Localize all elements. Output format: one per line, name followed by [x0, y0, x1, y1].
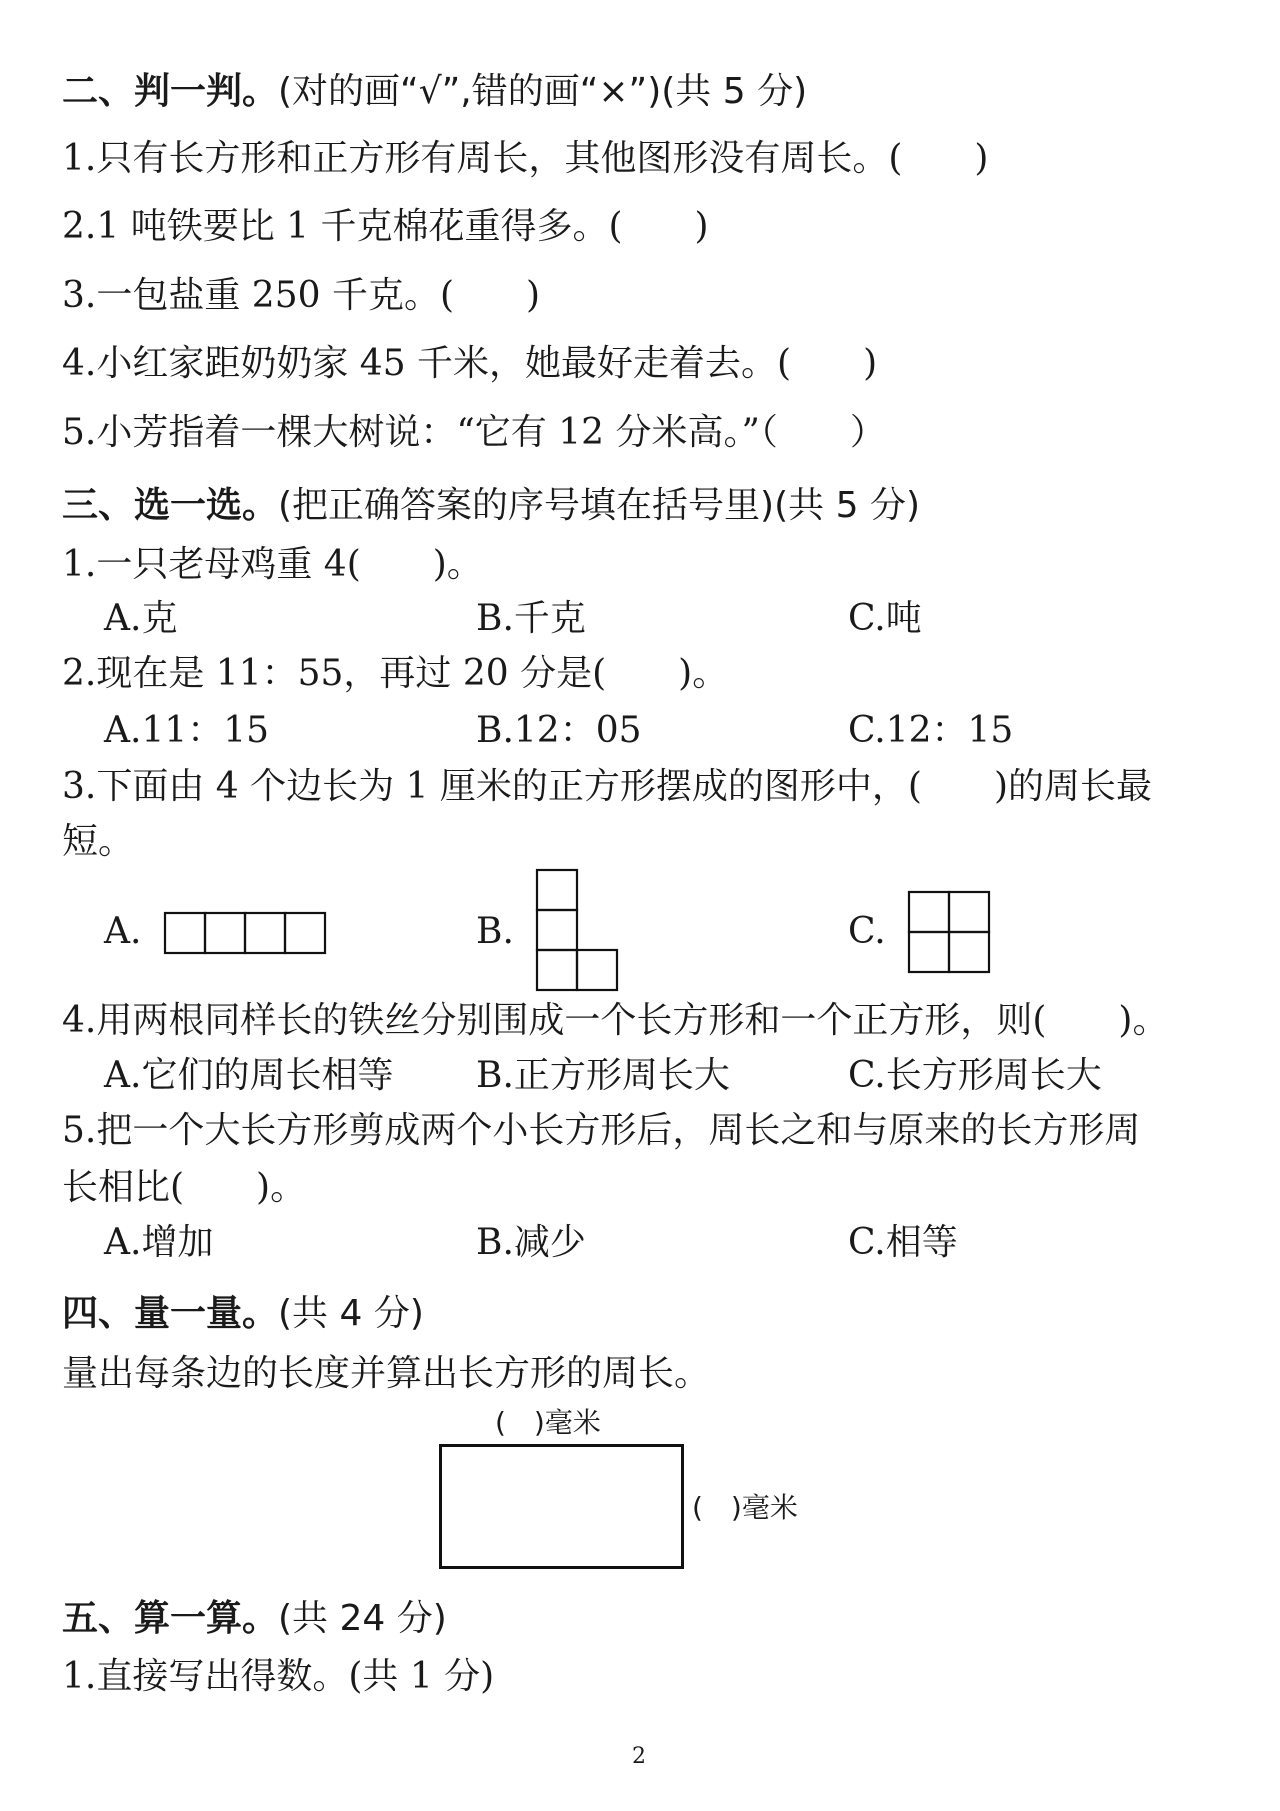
square-c-3: [909, 932, 949, 972]
judge-item-4: 4.小红家距奶奶家 45 千米，她最好走着去。( ): [62, 343, 878, 384]
figure-l-shape: [536, 869, 618, 991]
square-a-2: [205, 913, 245, 953]
choice-q2-option-a: A.11：15: [104, 710, 270, 751]
section-3-title: 三、选一选。: [62, 485, 279, 526]
square-a-3: [245, 913, 285, 953]
choice-q1-option-b: B.千克: [476, 598, 586, 639]
section-4-note: (共 4 分): [278, 1293, 424, 1334]
choice-q4-option-a: A.它们的周长相等: [104, 1055, 394, 1096]
section-3-heading: [62, 484, 920, 528]
choice-q4-option-b: B.正方形周长大: [476, 1055, 730, 1096]
choice-q5-option-c: C.相等: [848, 1222, 958, 1263]
choice-q5-stem-line1: 5.把一个大长方形剪成两个小长方形后，周长之和与原来的长方形周: [62, 1110, 1141, 1151]
choice-q5-stem-line2: 长相比( )。: [62, 1167, 307, 1208]
square-b-3: [537, 950, 577, 990]
section-5-note: (共 24 分): [278, 1598, 447, 1639]
choice-q3-stem-line2: 短。: [62, 821, 135, 862]
calc-subsection-1: 1.直接写出得数。(共 1 分): [62, 1656, 495, 1697]
page-number: 2: [632, 1744, 646, 1769]
section-5-title: 五、算一算。: [62, 1598, 279, 1639]
measure-rectangle: [439, 1444, 685, 1570]
square-b-1: [537, 870, 577, 910]
square-a-1: [165, 913, 205, 953]
rectangle-outline: [441, 1446, 683, 1568]
square-b-2: [537, 910, 577, 950]
judge-item-2: 2.1 吨铁要比 1 千克棉花重得多。( ): [62, 206, 709, 247]
choice-q3-option-c: C.: [848, 911, 886, 952]
judge-item-5: 5.小芳指着一棵大树说：“它有 12 分米高。”（ ）: [62, 412, 886, 453]
square-c-1: [909, 892, 949, 932]
measure-instruction: 量出每条边的长度并算出长方形的周长。: [62, 1353, 711, 1394]
choice-q2-option-b: B.12：05: [476, 710, 642, 751]
square-a-4: [285, 913, 325, 953]
choice-q4-option-c: C.长方形周长大: [848, 1055, 1102, 1096]
section-2-note: (对的画“√”,错的画“×”)(共 5 分): [278, 71, 808, 112]
measure-top-label: ( )毫米: [495, 1406, 601, 1439]
section-3-note: (把正确答案的序号填在括号里)(共 5 分): [278, 485, 920, 526]
choice-q4-stem: 4.用两根同样长的铁丝分别围成一个长方形和一个正方形，则( )。: [62, 1000, 1169, 1041]
choice-q3-stem-line1: 3.下面由 4 个边长为 1 厘米的正方形摆成的图形中，( )的周长最: [62, 766, 1153, 807]
choice-q5-option-b: B.减少: [476, 1222, 586, 1263]
square-b-4: [577, 950, 617, 990]
square-c-4: [949, 932, 989, 972]
figure-two-by-two-square: [908, 891, 990, 973]
choice-q5-option-a: A.增加: [104, 1222, 214, 1263]
choice-q2-option-c: C.12：15: [848, 710, 1014, 751]
section-5-heading: [62, 1597, 447, 1641]
judge-item-1: 1.只有长方形和正方形有周长，其他图形没有周长。( ): [62, 138, 989, 179]
square-c-2: [949, 892, 989, 932]
section-4-title: 四、量一量。: [62, 1293, 279, 1334]
choice-q2-stem: 2.现在是 11：55，再过 20 分是( )。: [62, 653, 729, 694]
choice-q3-option-a: A.: [104, 911, 142, 952]
figure-four-in-a-row: [164, 912, 326, 954]
choice-q1-stem: 1.一只老母鸡重 4( )。: [62, 544, 483, 585]
judge-item-3: 3.一包盐重 250 千克。( ): [62, 275, 541, 316]
section-2-title: 二、判一判。: [62, 71, 279, 112]
choice-q1-option-a: A.克: [104, 598, 178, 639]
choice-q1-option-c: C.吨: [848, 598, 922, 639]
choice-q3-option-b: B.: [476, 911, 514, 952]
section-2-heading: [62, 70, 807, 114]
measure-side-label: ( )毫米: [692, 1491, 798, 1524]
section-4-heading: [62, 1292, 424, 1336]
